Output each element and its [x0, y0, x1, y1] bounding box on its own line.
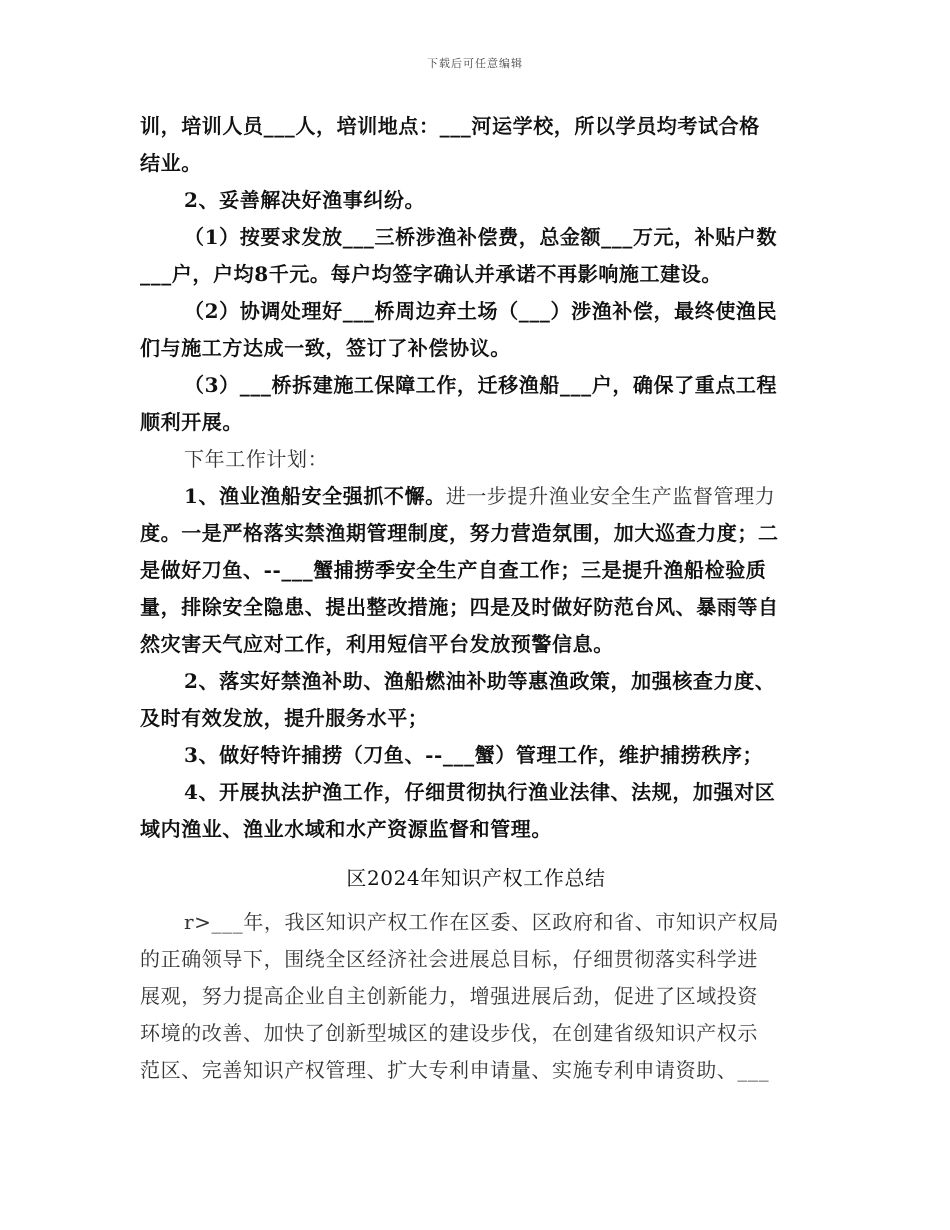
paragraph-line: 顺利开展。: [140, 410, 243, 434]
paragraph-line: 结业。: [140, 151, 202, 175]
plan-item-1-tail: 进一步提升渔业安全生产监督管理力: [445, 484, 776, 508]
paragraph-line: 训，培训人员___人，培训地点：___河运学校，所以学员均考试合格: [140, 114, 760, 138]
paragraph-line: 然灾害天气应对工作，利用短信平台发放预警信息。: [140, 632, 614, 656]
document-title: 区2024年知识产权工作总结: [346, 866, 606, 890]
paragraph-line: 的正确领导下，围绕全区经济社会进展总目标，仔细贯彻落实科学进: [140, 947, 758, 971]
paragraph-line: 们与施工方达成一致，签订了补偿协议。: [140, 336, 511, 360]
plan-item-1-title: 1、渔业渔船安全强抓不懈。: [184, 484, 446, 508]
paragraph-line: 度。一是严格落实禁渔期管理制度，努力营造氛围，加大巡查力度；二: [140, 521, 779, 545]
paragraph-line: r>___年，我区知识产权工作在区委、区政府和省、市知识产权局: [184, 910, 779, 934]
paragraph-line: 量，排除安全隐患、提出整改措施；四是及时做好防范台风、暴雨等自: [140, 595, 779, 619]
plan-item-2: 2、落实好禁渔补助、渔船燃油补助等惠渔政策，加强核查力度、: [184, 669, 776, 693]
paragraph-line: 及时有效发放，提升服务水平；: [140, 706, 429, 730]
document-body: [140, 108, 812, 1089]
section-heading: 2、妥善解决好渔事纠纷。: [184, 188, 426, 212]
plan-item-1-first-line: [140, 478, 812, 515]
paragraph-line: ___户，户均8千元。每户均签字确认并承诺不再影响施工建设。: [140, 262, 722, 286]
paragraph-line: （1）按要求发放___三桥涉渔补偿费，总金额___万元，补贴户数: [184, 225, 778, 249]
plan-item-3: 3、做好特许捕捞（刀鱼、--___蟹）管理工作，维护捕捞秩序；: [184, 743, 764, 767]
paragraph-line: 环境的改善、加快了创新型城区的建设步伐，在创建省级知识产权示: [140, 1021, 758, 1045]
paragraph-line: 范区、完善知识产权管理、扩大专利申请量、实施专利申请资助、___: [140, 1058, 770, 1082]
paragraph-line: （3）___桥拆建施工保障工作，迁移渔船___户，确保了重点工程: [184, 373, 778, 397]
plan-heading: 下年工作计划：: [184, 447, 329, 471]
paragraph-line: （2）协调处理好___桥周边弃土场（___）涉渔补偿，最终使渔民: [184, 299, 778, 323]
paragraph-line: 域内渔业、渔业水域和水产资源监督和管理。: [140, 817, 552, 841]
page-header: 下载后可任意编辑: [427, 57, 523, 70]
paragraph-line: 展观，努力提高企业自主创新能力，增强进展后劲，促进了区域投资: [140, 984, 758, 1008]
paragraph-line: 是做好刀鱼、--___蟹捕捞季安全生产自查工作；三是提升渔船检验质: [140, 558, 767, 582]
plan-item-4: 4、开展执法护渔工作，仔细贯彻执行渔业法律、法规，加强对区: [184, 780, 776, 804]
